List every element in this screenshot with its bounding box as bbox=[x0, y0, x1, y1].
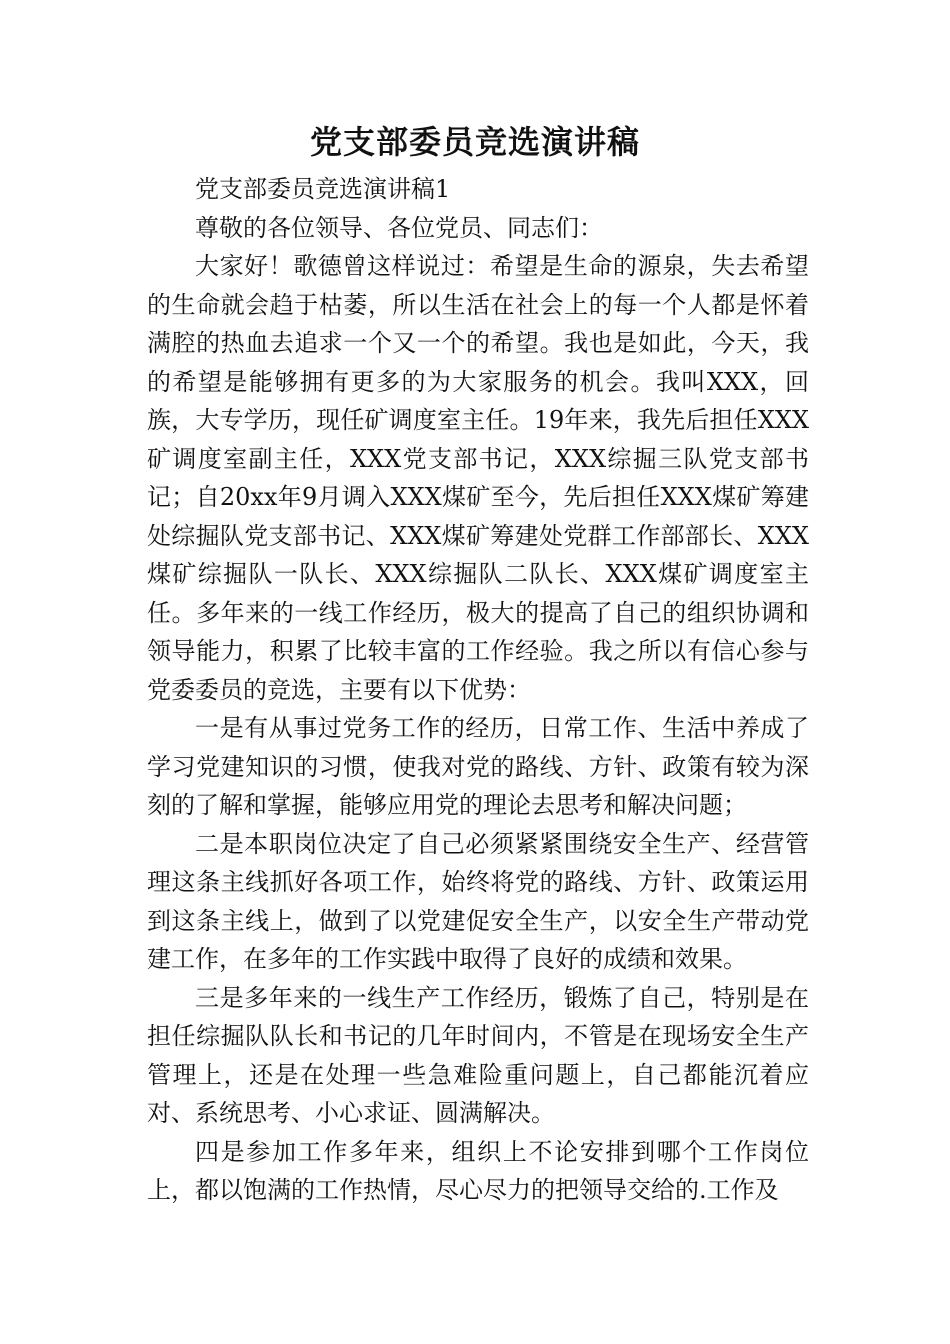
advantage-three-paragraph: 三是多年来的一线生产工作经历，锻炼了自己，特别是在担任综掘队队长和书记的几年时间内，不管是在现场安全生产管理上，还是在处理一些急难险重问题上，自己都能沉着应对、系统思考、小心求证、圆满解决。 bbox=[147, 983, 809, 1127]
advantage-four-paragraph: 四是参加工作多年来，组织上不论安排到哪个工作岗位上，都以饱满的工作热情，尽心尽力的把领导交给的.工作及 bbox=[147, 1137, 809, 1204]
document-title: 党支部委员竞选演讲稿 bbox=[309, 123, 640, 161]
subtitle-paragraph: 党支部委员竞选演讲稿1 bbox=[195, 175, 451, 203]
advantage-one-paragraph: 一是有从事过党务工作的经历，日常工作、生活中养成了学习党建知识的习惯，使我对党的路线、方针、政策有较为深刻的了解和掌握，能够应用党的理论去思考和解决问题； bbox=[147, 714, 809, 819]
intro-paragraph: 大家好！歌德曾这样说过：希望是生命的源泉，失去希望的生命就会趋于枯萎，所以生活在社会上的每一个人都是怀着满腔的热血去追求一个又一个的希望。我也是如此，今天，我的希望是能够拥有更多的为大家服务的机会。我叫XXX，回族，大专学历，现任矿调度室主任。19年来，我先后担任XXX矿调度室副主任，XXX党支部书记，XXX综掘三队党支部书记；自20xx年9月调入XXX煤矿至今，先后担任XXX煤矿筹建处综掘队党支部书记、XXX煤矿筹建处党群工作部部长、XXX煤矿综掘队一队长、XXX综掘队二队长、XXX煤矿调度室主任。多年来的一线工作经历，极大的提高了自己的组织协调和领导能力，积累了比较丰富的工作经验。我之所以有信心参与党委委员的竞选，主要有以下优势： bbox=[147, 252, 809, 704]
advantage-two-paragraph: 二是本职岗位决定了自己必须紧紧围绕安全生产、经营管理这条主线抓好各项工作，始终将党的路线、方针、政策运用到这条主线上，做到了以党建促安全生产，以安全生产带动党建工作，在多年的工作实践中取得了良好的成绩和效果。 bbox=[147, 829, 809, 973]
salutation-paragraph: 尊敬的各位领导、各位党员、同志们： bbox=[195, 213, 603, 242]
document-body bbox=[147, 170, 809, 1210]
